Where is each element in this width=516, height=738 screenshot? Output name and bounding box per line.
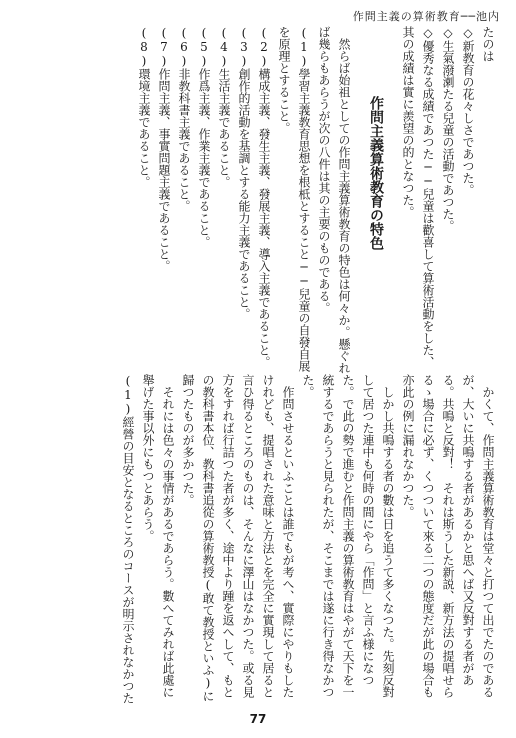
list-item: (2)構成主義、發生主義、發展主義、導入主義であること。 (257, 26, 271, 368)
section-heading: 作問主義算術教育の特色 (368, 96, 384, 250)
list-item: (7)作問主義、事實問題主義であること。 (157, 26, 171, 272)
intro-paragraph: 然らば始祖としての作問主義算術教育の特色は何々か。懸ぐれば幾らもあらうが次の八件は其の主要のものである。 (317, 26, 351, 374)
page-footer (0, 708, 516, 726)
running-title: 作問主義の算術教育──池内 (352, 10, 500, 23)
lower-text-block (16, 374, 498, 704)
body-paragraph: それには色々の事情があるであらう。數へてみれば此處に舉げた事以外にもつとあらう。 (141, 374, 175, 698)
page-number: 77 (249, 712, 267, 726)
intro-line: たのは (481, 26, 495, 62)
list-item: (6)非教科書主義であること。 (177, 26, 191, 212)
upper-text-block (16, 26, 498, 374)
bullet-item: ◇生氣潑溂たる兒童の活動であつた。 (441, 26, 455, 232)
list-item: (5)作爲主義、作業主義であること。 (197, 26, 211, 248)
body-paragraph: 作問させるといふことは誰でもが考へ、實際にやりもしたけれども、提唱された意味と方法とを完全に實現して居ると言ひ得るところのものは、そんなに澤山はなかつた。或る見方をすれば行詰つた者が多く、途中より踵を返へして、もとの教科書本位、教科書追從の算術教授(敢て教授といふ)に歸つたものが多かつた。 (181, 374, 295, 702)
list-item: (8)環境主義であること。 (137, 26, 151, 188)
list-item: (3)創作的活動を基調とする能力主義であること。 (237, 26, 251, 320)
bullet-item: ◇優秀なる成績であつた──兒童は歡喜して算術活動をした、其の成績は實に羨望の的となつた。 (401, 26, 435, 368)
list-item: (4)生活主義であること。 (217, 26, 231, 188)
list-item: (1)學習主義教育思想を根柢とすること──兒童の自發自展を原理とすること。 (277, 26, 311, 372)
body-paragraph: かくて、作問主義算術教育は堂々と打つて出でたのであるが、大いに共鳴する者があるかと思へば又反對する者がある。共鳴と反對！ それは斯うした新説、新方法の提唱せらるゝ場合に必ず、くつついて來る二つの態度だが此の場合も亦此の例に漏れなかつた。 (401, 374, 495, 698)
body-paragraph: しかし共鳴する者の數は日を追うて多くなつた。先刻反對して居つた連中も何時の間にやら「作問」と言ふ様になつた。で此の勢で進むと作問主義の算術教育はやがて天下を一統するであらうと見られたが、そこまでは遂に行き得なかつた。 (301, 374, 395, 698)
page-header (0, 6, 516, 28)
bullet-item: ◇新教育の花々しさであつた。 (461, 26, 475, 196)
list-item: (1)經營の目安となるところのコースが明示されなかつた (121, 374, 135, 704)
